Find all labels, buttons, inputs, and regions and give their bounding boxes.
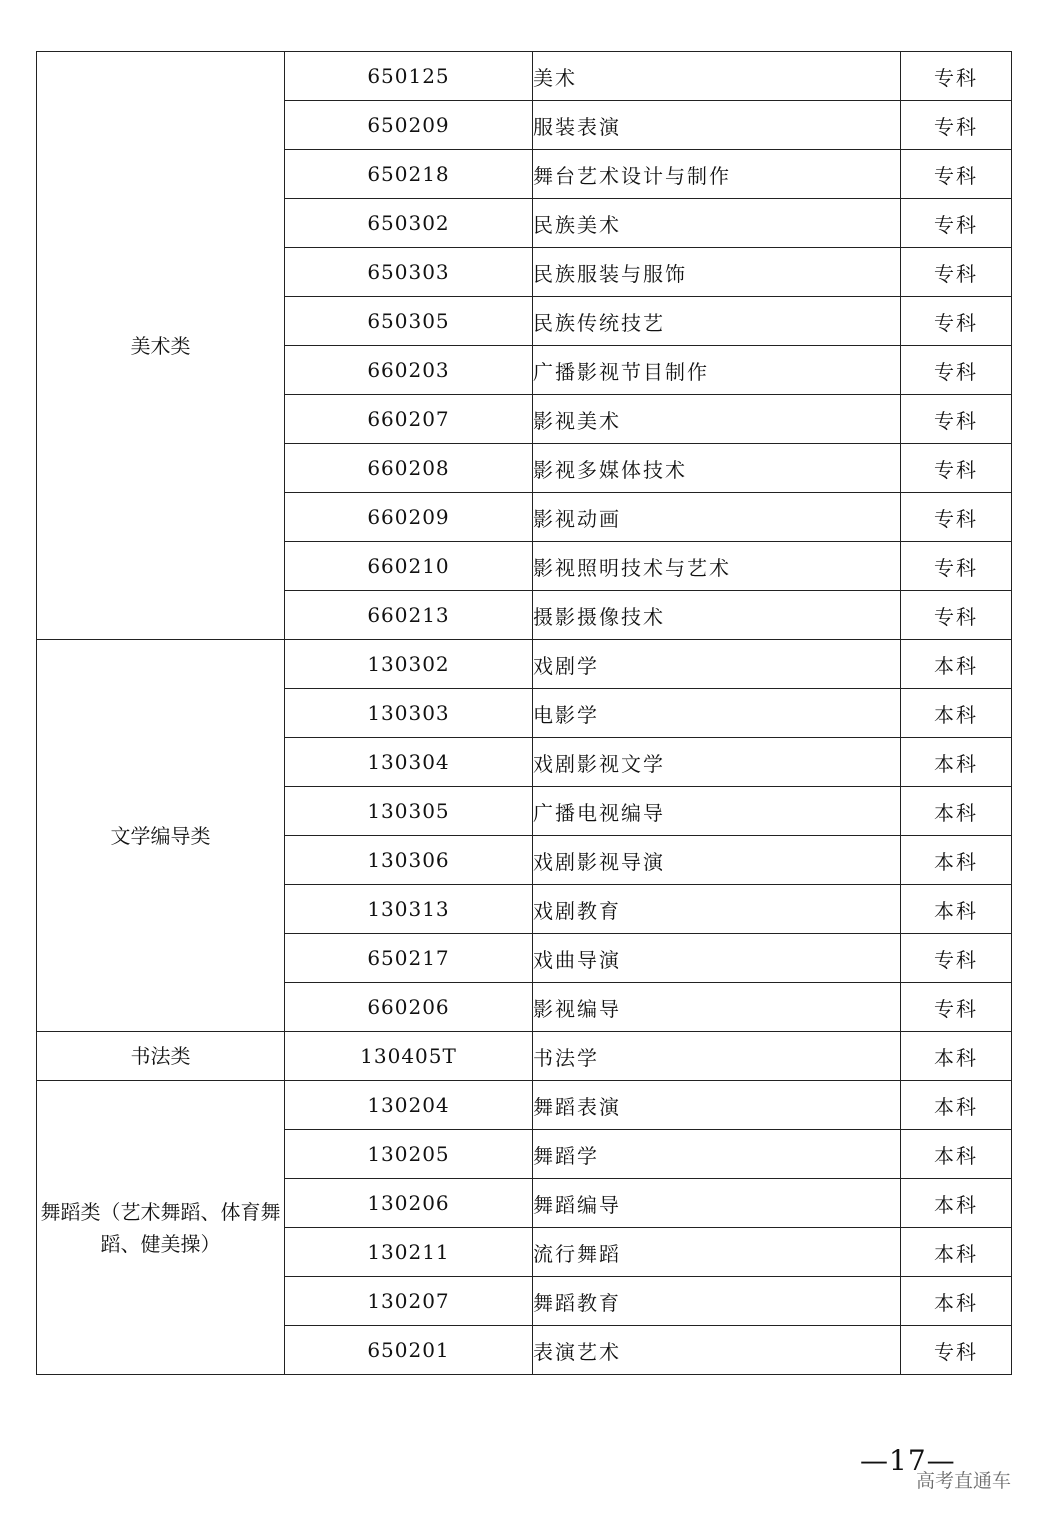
- level-cell: 本科: [901, 738, 1012, 787]
- category-cell: 舞蹈类（艺术舞蹈、体育舞蹈、健美操）: [37, 1081, 285, 1375]
- level-cell: 专科: [901, 934, 1012, 983]
- level-cell: 本科: [901, 640, 1012, 689]
- level-cell: 专科: [901, 983, 1012, 1032]
- level-cell: 本科: [901, 1277, 1012, 1326]
- major-name-cell: 戏剧影视导演: [533, 836, 901, 885]
- level-cell: 本科: [901, 787, 1012, 836]
- level-cell: 专科: [901, 248, 1012, 297]
- level-cell: 专科: [901, 444, 1012, 493]
- level-cell: 专科: [901, 493, 1012, 542]
- code-cell: 130204: [285, 1081, 533, 1130]
- major-name-cell: 戏曲导演: [533, 934, 901, 983]
- level-cell: 专科: [901, 591, 1012, 640]
- level-cell: 专科: [901, 542, 1012, 591]
- major-name-cell: 舞蹈编导: [533, 1179, 901, 1228]
- table-row: [37, 1032, 1012, 1081]
- major-name-cell: 表演艺术: [533, 1326, 901, 1375]
- major-name-cell: 舞台艺术设计与制作: [533, 150, 901, 199]
- category-cell: 文学编导类: [37, 640, 285, 1032]
- major-name-cell: 民族服装与服饰: [533, 248, 901, 297]
- code-cell: 660208: [285, 444, 533, 493]
- code-cell: 130302: [285, 640, 533, 689]
- table-row: [37, 52, 1012, 101]
- major-name-cell: 影视动画: [533, 493, 901, 542]
- code-cell: 660209: [285, 493, 533, 542]
- level-cell: 本科: [901, 1228, 1012, 1277]
- major-name-cell: 书法学: [533, 1032, 901, 1081]
- code-cell: 130405T: [285, 1032, 533, 1081]
- majors-table: [36, 51, 1012, 1375]
- level-cell: 专科: [901, 1326, 1012, 1375]
- major-name-cell: 民族美术: [533, 199, 901, 248]
- level-cell: 本科: [901, 1130, 1012, 1179]
- major-name-cell: 戏剧教育: [533, 885, 901, 934]
- major-name-cell: 舞蹈表演: [533, 1081, 901, 1130]
- level-cell: 本科: [901, 1179, 1012, 1228]
- page-number: —17—: [860, 1444, 956, 1477]
- code-cell: 660207: [285, 395, 533, 444]
- level-cell: 专科: [901, 395, 1012, 444]
- major-name-cell: 影视美术: [533, 395, 901, 444]
- major-name-cell: 电影学: [533, 689, 901, 738]
- level-cell: 本科: [901, 689, 1012, 738]
- code-cell: 660213: [285, 591, 533, 640]
- code-cell: 650201: [285, 1326, 533, 1375]
- category-cell: 美术类: [37, 52, 285, 640]
- code-cell: 650302: [285, 199, 533, 248]
- code-cell: 130211: [285, 1228, 533, 1277]
- code-cell: 130303: [285, 689, 533, 738]
- major-name-cell: 舞蹈教育: [533, 1277, 901, 1326]
- code-cell: 130206: [285, 1179, 533, 1228]
- table-row: [37, 640, 1012, 689]
- code-cell: 660203: [285, 346, 533, 395]
- code-cell: 650125: [285, 52, 533, 101]
- major-name-cell: 影视编导: [533, 983, 901, 1032]
- level-cell: 专科: [901, 52, 1012, 101]
- code-cell: 660206: [285, 983, 533, 1032]
- major-name-cell: 戏剧学: [533, 640, 901, 689]
- major-name-cell: 影视多媒体技术: [533, 444, 901, 493]
- watermark: 高考直通车: [916, 1470, 1012, 1492]
- code-cell: 130205: [285, 1130, 533, 1179]
- level-cell: 专科: [901, 150, 1012, 199]
- code-cell: 650217: [285, 934, 533, 983]
- code-cell: 650218: [285, 150, 533, 199]
- code-cell: 130207: [285, 1277, 533, 1326]
- code-cell: 650305: [285, 297, 533, 346]
- code-cell: 130304: [285, 738, 533, 787]
- major-name-cell: 民族传统技艺: [533, 297, 901, 346]
- major-name-cell: 流行舞蹈: [533, 1228, 901, 1277]
- code-cell: 130306: [285, 836, 533, 885]
- major-name-cell: 舞蹈学: [533, 1130, 901, 1179]
- major-name-cell: 服装表演: [533, 101, 901, 150]
- code-cell: 650209: [285, 101, 533, 150]
- code-cell: 130305: [285, 787, 533, 836]
- level-cell: 本科: [901, 1032, 1012, 1081]
- major-name-cell: 广播影视节目制作: [533, 346, 901, 395]
- major-name-cell: 影视照明技术与艺术: [533, 542, 901, 591]
- level-cell: 专科: [901, 199, 1012, 248]
- code-cell: 650303: [285, 248, 533, 297]
- table-row: [37, 1081, 1012, 1130]
- major-name-cell: 广播电视编导: [533, 787, 901, 836]
- major-name-cell: 美术: [533, 52, 901, 101]
- level-cell: 专科: [901, 101, 1012, 150]
- code-cell: 660210: [285, 542, 533, 591]
- level-cell: 本科: [901, 836, 1012, 885]
- level-cell: 专科: [901, 297, 1012, 346]
- category-cell: 书法类: [37, 1032, 285, 1081]
- code-cell: 130313: [285, 885, 533, 934]
- level-cell: 本科: [901, 1081, 1012, 1130]
- level-cell: 本科: [901, 885, 1012, 934]
- level-cell: 专科: [901, 346, 1012, 395]
- major-name-cell: 摄影摄像技术: [533, 591, 901, 640]
- major-name-cell: 戏剧影视文学: [533, 738, 901, 787]
